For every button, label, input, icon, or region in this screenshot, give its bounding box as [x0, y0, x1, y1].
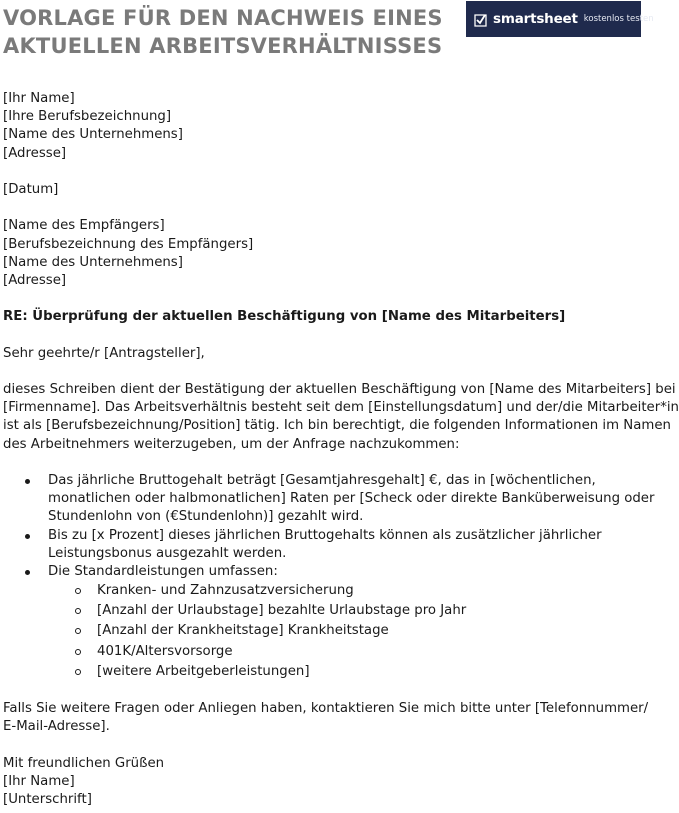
circle-bullet-icon [75, 628, 81, 634]
intro-paragraph [3, 381, 679, 454]
salutation: Sehr geehrte/r [Antragsteller], [3, 345, 205, 361]
sender-block [3, 90, 641, 163]
bullet-icon [25, 534, 30, 539]
circle-bullet-icon [75, 669, 81, 675]
sub-list-item [3, 642, 641, 662]
recipient-line: [Name des Unternehmens] [3, 254, 183, 270]
list-item [3, 472, 655, 527]
sender-line: [Ihr Name] [3, 91, 75, 106]
date-line: [Datum] [3, 181, 59, 197]
intro-line: [Firmenname]. Das Arbeitsverhältnis besteht seit dem [Einstellungsdatum] und der/die Mitarbeiter*in [3, 400, 679, 416]
benefits-list [3, 472, 655, 682]
intro-line: ist als [Berufsbezeichnung/Position] tätig. Ich bin berechtigt, die folgenden Informationen im Namen [3, 418, 671, 434]
sub-list-item-text: [weitere Arbeitgeberleistungen] [97, 663, 310, 679]
sub-list-item-text: 401K/Altersvorsorge [97, 643, 233, 659]
logo-name: smartsheet [493, 11, 578, 27]
bullet-icon [25, 479, 30, 484]
closing-line: Falls Sie weitere Fragen oder Anliegen haben, kontaktieren Sie mich bitte unter [Telefonnummer/ [3, 701, 649, 717]
sender-line: [Adresse] [3, 145, 67, 161]
sub-list-item [3, 621, 641, 641]
recipient-line: [Name des Empfängers] [3, 218, 165, 234]
list-item [3, 563, 641, 581]
signoff-line: Mit freundlichen Grüßen [3, 755, 165, 771]
document-title [3, 4, 453, 60]
recipient-block [3, 217, 641, 290]
closing-paragraph [3, 700, 649, 736]
signoff-block [3, 755, 641, 810]
signoff-line: [Unterschrift] [3, 792, 92, 808]
sub-list-item-text: [Anzahl der Krankheitstage] Krankheitstage [97, 623, 389, 639]
smartsheet-logo-button[interactable] [466, 1, 654, 37]
sub-list-item [3, 601, 641, 621]
circle-bullet-icon [75, 588, 81, 594]
list-item-line: monatlichen oder halbmonatlichen] Raten per [Scheck oder direkte Banküberweisung oder [48, 491, 655, 507]
recipient-line: [Adresse] [3, 272, 67, 288]
intro-line: dieses Schreiben dient der Bestätigung der aktuellen Beschäftigung von [Name des Mitarbeiters] bei [3, 382, 676, 397]
circle-bullet-icon [75, 608, 81, 614]
list-item-line: Die Standardleistungen umfassen: [48, 563, 278, 579]
letter-body [3, 90, 679, 809]
sub-list [3, 581, 641, 682]
title-line-1: VORLAGE FÜR DEN NACHWEIS EINES [3, 6, 443, 30]
list-item [3, 527, 641, 563]
sub-list-item-text: [Anzahl der Urlaubstage] bezahlte Urlaubstage pro Jahr [97, 603, 467, 619]
intro-line: des Arbeitnehmers weiterzugeben, um der Anfrage nachzukommen: [3, 436, 460, 452]
sub-list-item [3, 662, 641, 682]
recipient-line: [Berufsbezeichnung des Empfängers] [3, 236, 254, 252]
list-item-line: Bis zu [x Prozent] dieses jährlichen Bruttogehalts können als zusätzlicher jährlicher [48, 527, 602, 543]
closing-line: E-Mail-Adresse]. [3, 719, 110, 735]
list-item-line: Leistungsbonus ausgezahlt werden. [48, 545, 287, 561]
signoff-line: [Ihr Name] [3, 773, 75, 789]
title-line-2: AKTUELLEN ARBEITSVERHÄLTNISSES [3, 34, 443, 58]
circle-bullet-icon [75, 649, 81, 655]
sub-list-item [3, 581, 641, 601]
list-item-line: Stundenlohn von (€Stundenlohn)] gezahlt wird. [48, 509, 364, 525]
sub-list-item-text: Kranken- und Zahnzusatzversicherung [97, 583, 354, 599]
smartsheet-check-icon [474, 12, 487, 26]
subject-line: RE: Überprüfung der aktuellen Beschäftigung von [Name des Mitarbeiters] [3, 309, 566, 325]
logo-cta: kostenlos testen [583, 14, 654, 24]
sender-line: [Ihre Berufsbezeichnung] [3, 109, 172, 125]
sender-line: [Name des Unternehmens] [3, 127, 183, 143]
list-item-line: Das jährliche Bruttogehalt beträgt [Gesamtjahresgehalt] €, das in [wöchentlichen, [48, 472, 596, 488]
bullet-icon [25, 570, 30, 575]
